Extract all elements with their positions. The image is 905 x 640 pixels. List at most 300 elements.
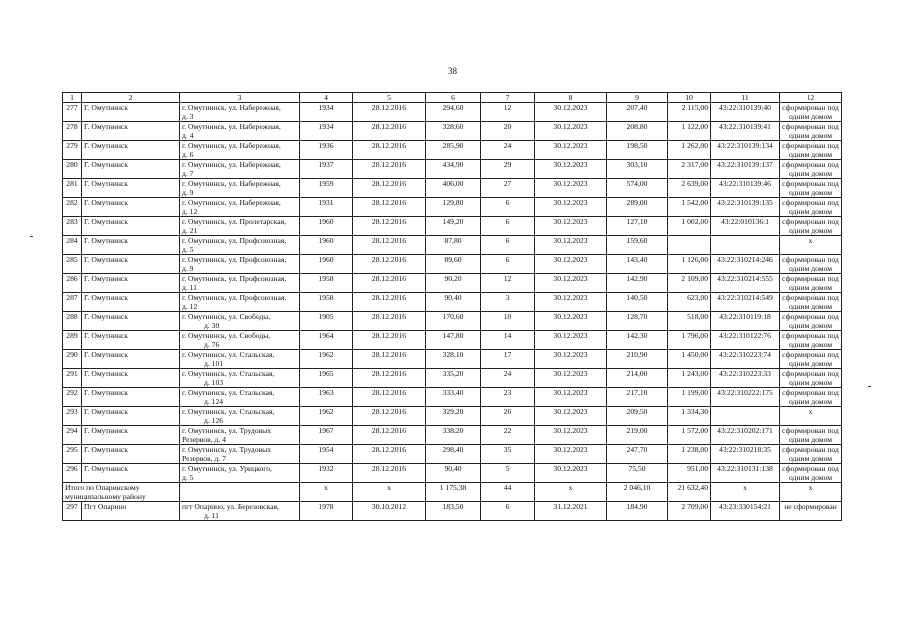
address-cell — [180, 369, 300, 388]
cadastral-number — [711, 236, 780, 255]
address-cell — [180, 122, 300, 141]
land-plot-status — [780, 103, 842, 122]
table-row — [63, 350, 842, 369]
cadastral-number: 43:22:310131:138 — [711, 464, 780, 483]
address-cell — [180, 502, 300, 521]
resettlement-date: 30.12.2023 — [535, 103, 607, 122]
locality-cell: Г. Омутнинск — [82, 464, 180, 483]
locality-cell: Г. Омутнинск — [82, 217, 180, 236]
row-number: 291 — [63, 369, 82, 388]
plot-area: 951,00 — [668, 464, 711, 483]
status-line: сформирован под — [782, 388, 839, 397]
living-area: 209,50 — [607, 407, 668, 426]
cadastral-number: 43:22:310139:41 — [711, 122, 780, 141]
land-plot-status — [780, 312, 842, 331]
status-line: одним домом — [788, 302, 833, 311]
total-value: х — [780, 483, 842, 502]
column-number: 7 — [481, 93, 535, 103]
address-line: г. Омутнинск, ул. Стальская, — [182, 369, 275, 378]
year-built: 1958 — [300, 293, 353, 312]
recognition-date: 28.12.2016 — [353, 388, 426, 407]
status-line: одним домом — [788, 473, 833, 482]
locality-cell: Г. Омутнинск — [82, 179, 180, 198]
land-plot-status — [780, 369, 842, 388]
year-built: 1934 — [300, 122, 353, 141]
address-line: г. Омутнинск, ул. Набережная, — [182, 122, 281, 131]
year-built: 1954 — [300, 445, 353, 464]
year-built: 1932 — [300, 464, 353, 483]
status-line: сформирован под — [782, 160, 839, 169]
total-value: х — [353, 483, 426, 502]
cadastral-number: 43:22:310214:555 — [711, 274, 780, 293]
address-line: д. 103 — [204, 378, 224, 387]
row-number: 296 — [63, 464, 82, 483]
row-number: 292 — [63, 388, 82, 407]
living-area: 303,10 — [607, 160, 668, 179]
area-value: 183,50 — [426, 502, 481, 521]
address-line: г. Омутнинск, ул. Трудовых — [182, 426, 272, 435]
living-area: 140,50 — [607, 293, 668, 312]
resettlement-date: 30.12.2023 — [535, 217, 607, 236]
address-cell — [180, 388, 300, 407]
area-value: 90,20 — [426, 274, 481, 293]
column-number: 10 — [668, 93, 711, 103]
area-value: 328,60 — [426, 122, 481, 141]
year-built: 1905 — [300, 312, 353, 331]
scan-mark — [868, 386, 871, 387]
living-area: 142,90 — [607, 274, 668, 293]
column-number: 5 — [353, 93, 426, 103]
status-line: одним домом — [788, 283, 833, 292]
resettlement-date: 30.12.2023 — [535, 426, 607, 445]
year-built: 1958 — [300, 274, 353, 293]
table-row — [63, 179, 842, 198]
table-row — [63, 502, 842, 521]
locality-cell: Г. Омутнинск — [82, 293, 180, 312]
address-line: д. 101 — [204, 359, 224, 368]
recognition-date: 28.12.2016 — [353, 369, 426, 388]
row-number: 282 — [63, 198, 82, 217]
row-number: 278 — [63, 122, 82, 141]
address-line: д. 6 — [182, 150, 194, 159]
row-number: 281 — [63, 179, 82, 198]
residents-count: 35 — [481, 445, 535, 464]
column-number: 8 — [535, 93, 607, 103]
recognition-date: 28.12.2016 — [353, 293, 426, 312]
status-line: одним домом — [788, 150, 833, 159]
area-value: 89,60 — [426, 255, 481, 274]
residents-count: 12 — [481, 103, 535, 122]
status-line: х — [808, 407, 813, 416]
table-row — [63, 160, 842, 179]
status-line: одним домом — [788, 131, 833, 140]
address-line: г. Омутнинск, ул. Стальская, — [182, 388, 275, 397]
address-cell — [180, 312, 300, 331]
residents-count: 3 — [481, 293, 535, 312]
plot-area: 2 317,00 — [668, 160, 711, 179]
status-line: сформирован под — [782, 445, 839, 454]
locality-cell: Г. Омутнинск — [82, 160, 180, 179]
recognition-date: 30.10.2012 — [353, 502, 426, 521]
status-line: сформирован под — [782, 331, 839, 340]
resettlement-date: 30.12.2023 — [535, 407, 607, 426]
row-number: 293 — [63, 407, 82, 426]
status-line: сформирован под — [782, 464, 839, 473]
living-area: 247,70 — [607, 445, 668, 464]
status-line: одним домом — [788, 378, 833, 387]
plot-area: 1 262,00 — [668, 141, 711, 160]
cadastral-number: 43:22:310119:18 — [711, 312, 780, 331]
address-line: г. Омутнинск, ул. Профсоюзная, — [182, 293, 287, 302]
table-row — [63, 464, 842, 483]
land-plot-status — [780, 122, 842, 141]
locality-cell: Г. Омутнинск — [82, 312, 180, 331]
total-value: х — [300, 483, 353, 502]
row-number: 289 — [63, 331, 82, 350]
address-line: д. 76 — [204, 340, 220, 349]
total-value: 44 — [481, 483, 535, 502]
table-row — [63, 388, 842, 407]
cadastral-number: 43:22:310139:40 — [711, 103, 780, 122]
address-cell — [180, 350, 300, 369]
address-cell — [180, 255, 300, 274]
living-area: 198,50 — [607, 141, 668, 160]
status-line: одним домом — [788, 112, 833, 121]
living-area: 143,40 — [607, 255, 668, 274]
address-line: Резервов, д. 7 — [182, 454, 226, 463]
area-value: 147,80 — [426, 331, 481, 350]
plot-area: 1 126,00 — [668, 255, 711, 274]
cadastral-number: 43:22:310214:246 — [711, 255, 780, 274]
living-area: 217,10 — [607, 388, 668, 407]
living-area: 574,00 — [607, 179, 668, 198]
cadastral-number: 43:22:310214:549 — [711, 293, 780, 312]
address-cell — [180, 141, 300, 160]
resettlement-date: 30.12.2023 — [535, 179, 607, 198]
land-plot-status — [780, 217, 842, 236]
area-value: 406,00 — [426, 179, 481, 198]
address-cell — [180, 293, 300, 312]
resettlement-date: 30.12.2023 — [535, 331, 607, 350]
plot-area: 1 450,00 — [668, 350, 711, 369]
land-plot-status — [780, 388, 842, 407]
residents-count: 6 — [481, 236, 535, 255]
locality-cell: Г. Омутнинск — [82, 350, 180, 369]
table-row — [63, 312, 842, 331]
land-plot-status — [780, 179, 842, 198]
table-row — [63, 141, 842, 160]
address-line: г. Омутнинск, ул. Стальская, — [182, 407, 275, 416]
address-line: д. 5 — [182, 473, 194, 482]
residents-count: 29 — [481, 160, 535, 179]
row-number: 288 — [63, 312, 82, 331]
address-line: г. Омутнинск, ул. Набережная, — [182, 103, 281, 112]
total-value: 2 046,10 — [607, 483, 668, 502]
residents-count: 17 — [481, 350, 535, 369]
cadastral-number: 43:22:010136:1 — [711, 217, 780, 236]
area-value: 87,80 — [426, 236, 481, 255]
address-cell — [180, 464, 300, 483]
plot-area: 1 199,00 — [668, 388, 711, 407]
address-line: д. 30 — [204, 321, 220, 330]
area-value: 329,20 — [426, 407, 481, 426]
year-built: 1978 — [300, 502, 353, 521]
land-plot-status — [780, 255, 842, 274]
residents-count: 14 — [481, 331, 535, 350]
status-line: одним домом — [788, 188, 833, 197]
column-number-row — [63, 93, 842, 103]
address-cell — [180, 426, 300, 445]
status-line: сформирован под — [782, 122, 839, 131]
year-built: 1931 — [300, 198, 353, 217]
plot-area: 1 002,00 — [668, 217, 711, 236]
year-built: 1960 — [300, 217, 353, 236]
residents-count: 23 — [481, 388, 535, 407]
address-line: г. Омутнинск, ул. Набережная, — [182, 160, 281, 169]
cadastral-number: 43:22:310139:46 — [711, 179, 780, 198]
status-line: сформирован под — [782, 350, 839, 359]
address-line: г. Омутнинск, ул. Стальская, — [182, 350, 275, 359]
plot-area: 518,00 — [668, 312, 711, 331]
cadastral-number — [711, 407, 780, 426]
area-value: 90,40 — [426, 464, 481, 483]
resettlement-date: 30.12.2023 — [535, 464, 607, 483]
recognition-date: 28.12.2016 — [353, 331, 426, 350]
status-line: одним домом — [788, 226, 833, 235]
living-area: 208,80 — [607, 122, 668, 141]
residents-count: 5 — [481, 464, 535, 483]
recognition-date: 28.12.2016 — [353, 198, 426, 217]
address-line: г. Омутнинск, ул. Свободы, — [182, 312, 271, 321]
residents-count: 22 — [481, 426, 535, 445]
locality-cell: Г. Омутнинск — [82, 331, 180, 350]
address-cell — [180, 103, 300, 122]
status-line: сформирован под — [782, 103, 839, 112]
residents-count: 6 — [481, 502, 535, 521]
address-line: д. 124 — [204, 397, 224, 406]
area-value: 294,60 — [426, 103, 481, 122]
resettlement-date: 30.12.2023 — [535, 293, 607, 312]
status-line: х — [808, 236, 813, 245]
resettlement-date: 30.12.2023 — [535, 312, 607, 331]
table-row — [63, 198, 842, 217]
plot-area: 2 639,00 — [668, 179, 711, 198]
status-line: сформирован под — [782, 255, 839, 264]
address-line: д. 11 — [182, 283, 197, 292]
address-line: д. 5 — [182, 245, 194, 254]
land-plot-status — [780, 445, 842, 464]
land-plot-status — [780, 198, 842, 217]
row-number: 285 — [63, 255, 82, 274]
recognition-date: 28.12.2016 — [353, 350, 426, 369]
year-built: 1934 — [300, 103, 353, 122]
status-line: одним домом — [788, 207, 833, 216]
column-number: 4 — [300, 93, 353, 103]
living-area: 159,60 — [607, 236, 668, 255]
address-cell — [180, 217, 300, 236]
area-value: 335,20 — [426, 369, 481, 388]
total-empty-cell — [180, 483, 300, 502]
recognition-date: 28.12.2016 — [353, 141, 426, 160]
address-cell — [180, 179, 300, 198]
plot-area: 1 542,00 — [668, 198, 711, 217]
address-line: г. Омутнинск, ул. Набережная, — [182, 141, 281, 150]
row-number: 284 — [63, 236, 82, 255]
area-value: 149,20 — [426, 217, 481, 236]
land-plot-status — [780, 426, 842, 445]
table-row — [63, 255, 842, 274]
status-line: одним домом — [788, 340, 833, 349]
address-cell — [180, 331, 300, 350]
area-value: 434,90 — [426, 160, 481, 179]
residents-count: 24 — [481, 369, 535, 388]
living-area: 127,10 — [607, 217, 668, 236]
plot-area: 1 122,00 — [668, 122, 711, 141]
address-line: д. 21 — [182, 226, 198, 235]
residents-count: 26 — [481, 407, 535, 426]
residents-count: 27 — [481, 179, 535, 198]
recognition-date: 28.12.2016 — [353, 103, 426, 122]
year-built: 1964 — [300, 331, 353, 350]
cadastral-number: 43:23:330154:21 — [711, 502, 780, 521]
land-plot-status — [780, 141, 842, 160]
plot-area: 2 709,00 — [668, 502, 711, 521]
total-row — [63, 483, 842, 502]
status-line: сформирован под — [782, 217, 839, 226]
recognition-date: 28.12.2016 — [353, 160, 426, 179]
living-area: 214,00 — [607, 369, 668, 388]
cadastral-number: 43:22:310139:137 — [711, 160, 780, 179]
plot-area: 2 109,00 — [668, 274, 711, 293]
land-plot-status — [780, 407, 842, 426]
year-built: 1965 — [300, 369, 353, 388]
column-number: 2 — [82, 93, 180, 103]
row-number: 290 — [63, 350, 82, 369]
status-line: одним домом — [788, 397, 833, 406]
year-built: 1960 — [300, 255, 353, 274]
address-line: д. 12 — [182, 207, 198, 216]
residents-count: 12 — [481, 274, 535, 293]
address-line: д. 11 — [204, 511, 219, 520]
address-cell — [180, 198, 300, 217]
locality-cell: Г. Омутнинск — [82, 369, 180, 388]
row-number: 286 — [63, 274, 82, 293]
status-line: одним домом — [788, 321, 833, 330]
table-row — [63, 122, 842, 141]
plot-area: 1 796,00 — [668, 331, 711, 350]
resettlement-date: 30.12.2023 — [535, 369, 607, 388]
recognition-date: 28.12.2016 — [353, 274, 426, 293]
land-plot-status — [780, 160, 842, 179]
column-number: 3 — [180, 93, 300, 103]
status-line: сформирован под — [782, 426, 839, 435]
table-row — [63, 445, 842, 464]
row-number: 294 — [63, 426, 82, 445]
address-line: г. Омутнинск, ул. Набережная, — [182, 179, 281, 188]
resettlement-date: 30.12.2023 — [535, 122, 607, 141]
land-plot-status — [780, 350, 842, 369]
residents-count: 20 — [481, 122, 535, 141]
living-area: 184,90 — [607, 502, 668, 521]
living-area: 142,30 — [607, 331, 668, 350]
total-value: 21 632,40 — [668, 483, 711, 502]
locality-cell: Г. Омутнинск — [82, 122, 180, 141]
column-number: 12 — [780, 93, 842, 103]
locality-cell: Г. Омутнинск — [82, 426, 180, 445]
recognition-date: 28.12.2016 — [353, 312, 426, 331]
recognition-date: 28.12.2016 — [353, 426, 426, 445]
row-number: 283 — [63, 217, 82, 236]
row-number: 279 — [63, 141, 82, 160]
status-line: сформирован под — [782, 369, 839, 378]
residents-count: 24 — [481, 141, 535, 160]
residents-count: 10 — [481, 312, 535, 331]
row-number: 280 — [63, 160, 82, 179]
resettlement-date: 30.12.2023 — [535, 160, 607, 179]
page-number: 38 — [448, 66, 457, 76]
address-line: д. 9 — [182, 264, 194, 273]
address-line: г. Омутнинск, ул. Профсоюзная, — [182, 274, 287, 283]
address-line: г. Омутнинск, ул. Профсоюзная, — [182, 236, 287, 245]
year-built: 1962 — [300, 407, 353, 426]
living-area: 207,40 — [607, 103, 668, 122]
cadastral-number: 43:22:310139:135 — [711, 198, 780, 217]
column-number: 6 — [426, 93, 481, 103]
table-row — [63, 426, 842, 445]
locality-cell: Г. Омутнинск — [82, 198, 180, 217]
resettlement-date: 30.12.2023 — [535, 445, 607, 464]
table-row — [63, 407, 842, 426]
address-line: г. Омутнинск, ул. Урицкого, — [182, 464, 272, 473]
plot-area: 1 334,30 — [668, 407, 711, 426]
land-plot-status — [780, 236, 842, 255]
status-line: сформирован под — [782, 293, 839, 302]
status-line: одним домом — [788, 264, 833, 273]
address-cell — [180, 407, 300, 426]
locality-cell: Г. Омутнинск — [82, 407, 180, 426]
locality-cell: Г. Омутнинск — [82, 103, 180, 122]
locality-cell: Г. Омутнинск — [82, 236, 180, 255]
living-area: 128,70 — [607, 312, 668, 331]
year-built: 1963 — [300, 388, 353, 407]
cadastral-number: 43:22:310139:134 — [711, 141, 780, 160]
cadastral-number: 43:22:310222:175 — [711, 388, 780, 407]
address-line: г. Омутнинск, ул. Пролетарская, — [182, 217, 286, 226]
row-number: 277 — [63, 103, 82, 122]
year-built: 1960 — [300, 236, 353, 255]
row-number: 287 — [63, 293, 82, 312]
address-cell — [180, 236, 300, 255]
table-body — [63, 93, 842, 521]
land-plot-status — [780, 293, 842, 312]
total-value: 1 175,38 — [426, 483, 481, 502]
table-row — [63, 331, 842, 350]
address-line: д. 12 — [182, 302, 198, 311]
recognition-date: 28.12.2016 — [353, 407, 426, 426]
address-line: Резервов, д. 4 — [182, 435, 226, 444]
year-built: 1937 — [300, 160, 353, 179]
area-value: 129,80 — [426, 198, 481, 217]
area-value: 338,20 — [426, 426, 481, 445]
resettlement-date: 31.12.2021 — [535, 502, 607, 521]
area-value: 170,60 — [426, 312, 481, 331]
status-line: одним домом — [788, 169, 833, 178]
cadastral-number: 43:22:310223:74 — [711, 350, 780, 369]
area-value: 90,40 — [426, 293, 481, 312]
address-line: пгт Опарино, ул. Березовская, — [182, 502, 279, 511]
table-row — [63, 217, 842, 236]
table-row — [63, 236, 842, 255]
